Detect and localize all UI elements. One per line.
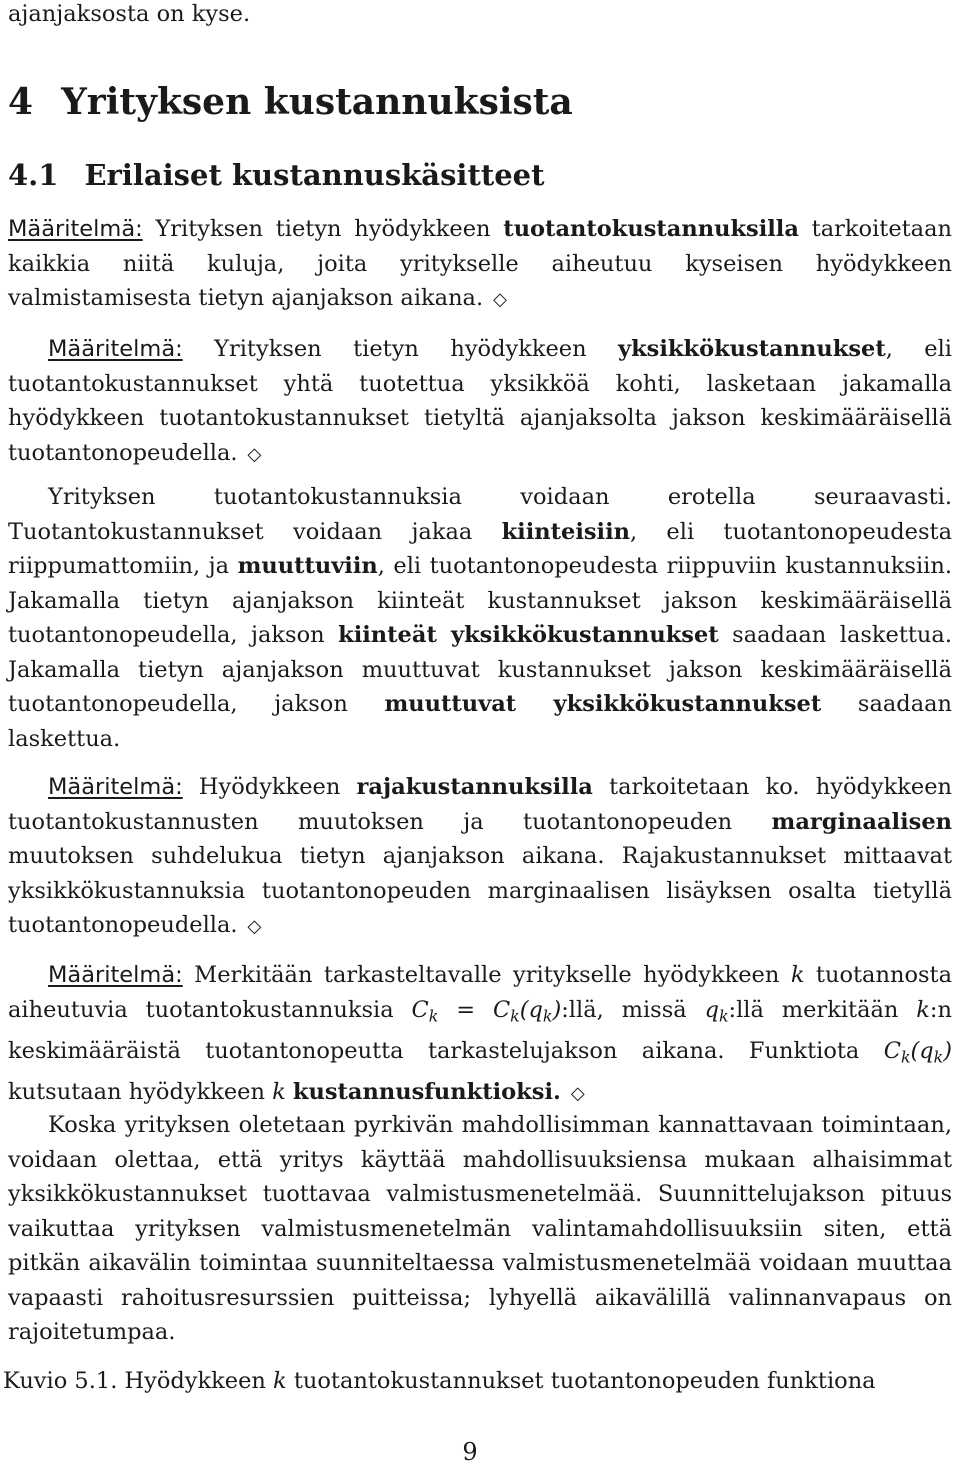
formula-ck-qk: $C_k(q_k)$ — [492, 996, 562, 1026]
formula-cost-function: $C_k(q_k)$ — [883, 1037, 952, 1067]
section-heading — [8, 72, 573, 132]
paragraph-cost-types: Yrityksen tuotantokustannuksia voidaan erotella seuraavasti. Tuotantokustannukset voidaan jakaa kiinteisiin, eli tuotantonopeudesta riippumattomiin, ja muuttuviin, eli tuotantonopeudesta riippuviin kustannuksiin. Jakamalla tietyn ajanjakson kiinteät kustannukset jakson keskimääräisellä tuotantonopeudella, jakson kiinteät yksikkökustannukset saadaan laskettua. Jakamalla tietyn ajanjakson muuttuvat kustannukset jakson keskimääräisellä tuotantonopeudella, jakson muuttuvat yksikkökustannukset saadaan laskettua. — [8, 484, 953, 752]
subsection-title: Erilaiset kustannuskäsitteet — [84, 158, 545, 192]
term-cost-function: kustannusfunktioksi. — [292, 1078, 561, 1105]
term-unit-costs: yksikkökustannukset — [618, 336, 886, 362]
figure-label: Kuvio 5.1. — [3, 1368, 118, 1394]
definition-label: Määritelmä: — [48, 962, 183, 988]
definition-label: Määritelmä: — [8, 216, 143, 242]
term-fixed-unit-costs: kiinteät yksikkökustannukset — [338, 622, 719, 648]
definition-unit-costs: Määritelmä: Yrityksen tietyn hyödykkeen yksikkökustannukset, eli tuotantokustannukset yhtä tuotettua yksikköä kohti, lasketaan jakamalla hyödykkeen tuotantokustannukset tietyltä ajanjaksolta jakson keskimääräisellä tuotantonopeudella. ◇ — [8, 336, 953, 466]
subsection-number: 4.1 — [8, 158, 59, 192]
definition-label: Määritelmä: — [48, 774, 183, 800]
definition-label: Määritelmä: — [48, 336, 183, 362]
section-number: 4 — [8, 81, 34, 123]
subsection-heading — [8, 150, 545, 200]
end-of-definition-icon: ◇ — [493, 289, 507, 310]
term-marginal: marginaalisen — [771, 808, 952, 835]
section-title: Yrityksen kustannuksista — [61, 81, 573, 123]
definition-production-costs: Määritelmä: Yrityksen tietyn hyödykkeen tuotantokustannuksilla tarkoitetaan kaikkia niitä kuluja, joita yritykselle aiheutuu kyseisen hyödykkeen valmistamisesta tietyn ajanjakson aikana. ◇ — [8, 216, 952, 311]
definition-cost-function: Määritelmä: Merkitään tarkasteltavalle yritykselle hyödykkeen k tuotannosta aiheutuvia tuotantokustannuksia $C_k$ = $C_k(q_k):llä$, missä $q_k:llä$ merkitään k:n keskimääräistä tuotantonopeutta tarkastelujakson aikana. Funktiota $C_k(q_k)$ kutsutaan hyödykkeen k kustannusfunktioksi. ◇ — [8, 962, 952, 1105]
term-variable: muuttuviin — [237, 553, 378, 579]
end-of-definition-icon: ◇ — [247, 443, 262, 465]
term-fixed: kiinteisiin — [501, 518, 630, 545]
page-number: 9 — [462, 1438, 478, 1466]
formula-qk: $q_k$ — [704, 996, 729, 1026]
term-variable-unit-costs: muuttuvat yksikkökustannukset — [384, 691, 822, 717]
top-fragment: ajanjaksosta on kyse. — [8, 1, 251, 27]
end-of-definition-icon: ◇ — [247, 916, 262, 937]
term-production-costs: tuotantokustannuksilla — [503, 216, 799, 242]
paragraph-production-methods: Koska yrityksen oletetaan pyrkivän mahdollisimman kannattavaan toimintaan, voidaan olettaa, että yritys käyttää mahdollisuuksiensa mukaan alhaisimmat yksikkökustannukset tuottavaa valmistusmenetelmää. Suunnittelujakson pituus vaikuttaa yrityksen valmistusmenetelmän valintamahdollisuuksiin siten, että pitkän aikavälin toimintaa suunniteltaessa valmistusmenetelmää voidaan muuttaa vapaasti rahoitusresurssien puitteissa; lyhyellä aikavälillä valinnanvapaus on rajoitetumpaa. — [8, 1112, 952, 1345]
formula-ck: $C_k$ — [411, 996, 439, 1026]
figure-caption: Kuvio 5.1. Hyödykkeen k tuotantokustannukset tuotantonopeuden funktiona — [3, 1368, 876, 1394]
term-marginal-costs: rajakustannuksilla — [356, 774, 593, 800]
end-of-definition-icon: ◇ — [570, 1082, 585, 1104]
definition-marginal-costs: Määritelmä: Hyödykkeen rajakustannuksilla tarkoitetaan ko. hyödykkeen tuotantokustannusten muutoksen ja tuotantonopeuden marginaalisen muutoksen suhdelukua tietyn ajanjakson aikana. Rajakustannukset mittaavat yksikkökustannuksia tuotantonopeuden marginaalisen lisäyksen osalta tietyllä tuotantonopeudella. ◇ — [8, 774, 953, 938]
